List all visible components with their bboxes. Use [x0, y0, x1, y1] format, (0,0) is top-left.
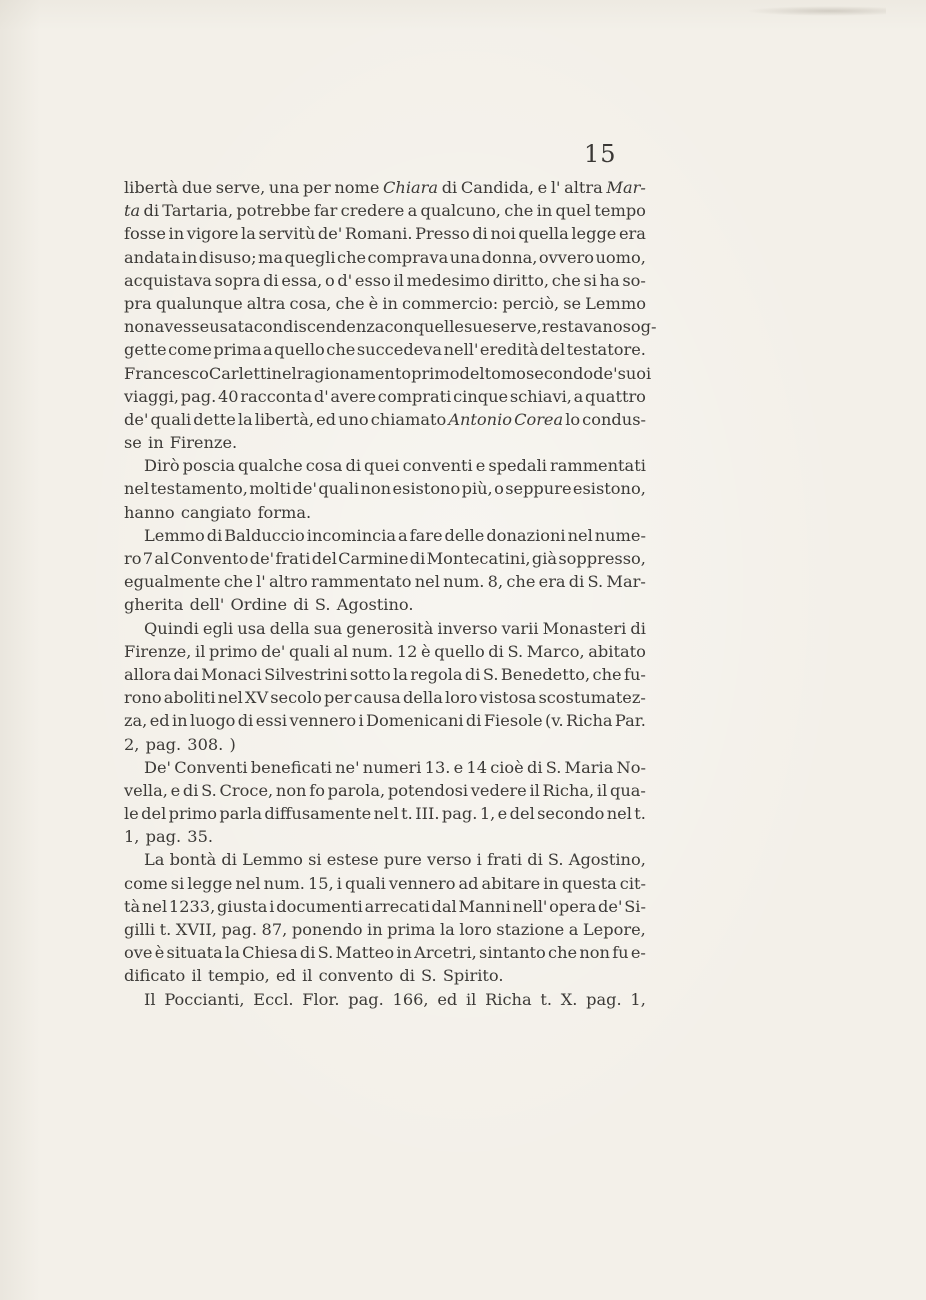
text-line: gilli t. XVII, pag. 87, ponendo in prima la loro stazione a Lepore,: [124, 920, 646, 939]
paper-stain: [746, 6, 886, 16]
text-line: egualmente che l' altro rammentato nel num. 8, che era di S. Mar-: [124, 572, 646, 592]
text-line: come si legge nel num. 15, i quali vennero ad abitare in questa cit-: [124, 873, 646, 893]
text-line: ta di Tartaria, potrebbe far credere a qualcuno, che in quel tempo: [124, 201, 646, 221]
text-line: za, ed in luogo di essi vennero i Domenicani di Fiesole (v. Richa Par.: [124, 711, 646, 731]
text-line: fosse in vigore la servitù de' Romani. Presso di noi quella legge era: [124, 224, 646, 244]
text-line: Lemmo di Balduccio incomincia a fare delle donazioni nel nume-: [144, 525, 646, 545]
text-line: acquistava sopra di essa, o d' esso il medesimo diritto, che si ha so-: [124, 270, 646, 290]
text-line: 2, pag. 308. ): [124, 734, 236, 754]
text-line: gherita dell' Ordine di S. Agostino.: [124, 595, 414, 615]
text-line: 1, pag. 35.: [124, 827, 214, 847]
text-line: pra qualunque altra cosa, che è in commercio: perciò, se Lemmo: [124, 293, 646, 313]
text-line: allora dai Monaci Silvestrini sotto la regola di S. Benedetto, che fu-: [124, 664, 646, 684]
text-line: Dirò poscia qualche cosa di quei conventi e spedali rammentati: [144, 456, 646, 476]
text-line: De' Conventi beneficati ne' numeri 13. e 14 cioè di S. Maria No-: [144, 757, 646, 777]
body-text: [124, 176, 657, 1011]
text-line: gette come prima a quello che succedeva nell' eredità del testatore.: [124, 340, 646, 360]
text-line: nel testamento, molti de' quali non esistono più, o seppure esistono,: [124, 479, 646, 499]
text-line: ro 7 al Convento de' frati del Carmine di Montecatini, già soppresso,: [124, 549, 646, 568]
text-line: La bontà di Lemmo si estese pure verso i frati di S. Agostino,: [144, 850, 646, 870]
text-line: ove è situata la Chiesa di S. Matteo in Arcetri, sintanto che non fu e-: [124, 943, 646, 963]
page-number: 15: [584, 140, 617, 168]
text-line: Francesco Carletti nel ragionamento primo del tomo secondo de' suoi: [124, 363, 652, 383]
text-line: Firenze, il primo de' quali al num. 12 è quello di S. Marco, abitato: [124, 641, 646, 661]
text-line: tà nel 1233, giusta i documenti arrecati dal Manni nell' opera de' Si-: [124, 896, 646, 916]
text-line: hanno cangiato forma.: [124, 502, 312, 522]
text-line: le del primo parla diffusamente nel t. III. pag. 1, e del secondo nel t.: [124, 804, 646, 824]
text-line: andata in disuso; ma quegli che comprava una donna, ovvero uomo,: [124, 247, 646, 267]
text-line: viaggi, pag. 40 racconta d' avere comprati cinque schiavi, a quattro: [124, 386, 646, 406]
text-line: non avesse usata condiscendenza con quelle sue serve, restavano sog-: [124, 317, 657, 337]
text-line: dificato il tempio, ed il convento di S. Spirito.: [124, 966, 504, 986]
text-line: vella, e di S. Croce, non fo parola, potendosi vedere il Richa, il qua-: [124, 780, 646, 800]
text-line: rono aboliti nel XV secolo per causa della loro vistosa scostumatez-: [124, 688, 646, 708]
text-line: Il Poccianti, Eccl. Flor. pag. 166, ed il Richa t. X. pag. 1,: [144, 989, 646, 1009]
text-line: libertà due serve, una per nome Chiara di Candida, e l' altra Mar-: [124, 178, 646, 197]
text-line: de' quali dette la libertà, ed uno chiamato Antonio Corea lo condus-: [124, 409, 646, 429]
text-line: se in Firenze.: [124, 433, 238, 453]
text-line: Quindi egli usa della sua generosità inverso varii Monasteri di: [144, 618, 646, 638]
